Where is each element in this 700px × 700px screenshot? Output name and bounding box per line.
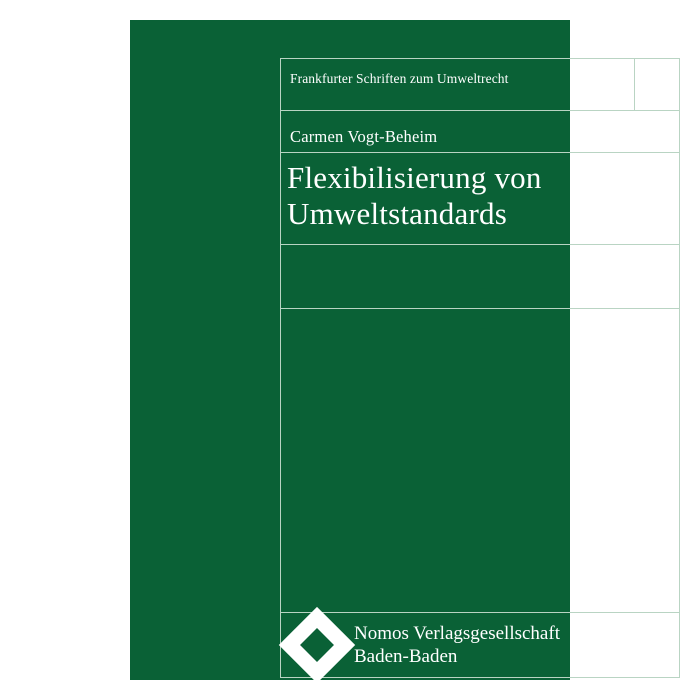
frame-rule-subtitle	[280, 308, 680, 309]
publisher-text	[354, 622, 560, 668]
author-name: Carmen Vogt-Beheim	[290, 127, 438, 146]
book-title	[287, 160, 677, 232]
series-number: 35	[644, 69, 670, 96]
book-title-line-2: Umweltstandards	[287, 196, 507, 231]
series-title: Frankfurter Schriften zum Umweltrecht	[290, 71, 509, 86]
nomos-diamond-logo-icon	[290, 618, 344, 672]
frame-rule-title	[280, 244, 680, 245]
cover-panel	[130, 20, 670, 680]
cover-frame-border	[280, 58, 680, 678]
frame-rule-author	[280, 152, 680, 153]
publisher-block	[285, 616, 680, 674]
frame-rule-series	[280, 110, 680, 111]
publisher-name: Nomos Verlagsgesellschaft	[354, 623, 560, 644]
publisher-city: Baden-Baden	[354, 646, 458, 667]
book-title-line-1: Flexibilisierung von	[287, 160, 542, 195]
frame-rule-publisher	[280, 612, 680, 613]
